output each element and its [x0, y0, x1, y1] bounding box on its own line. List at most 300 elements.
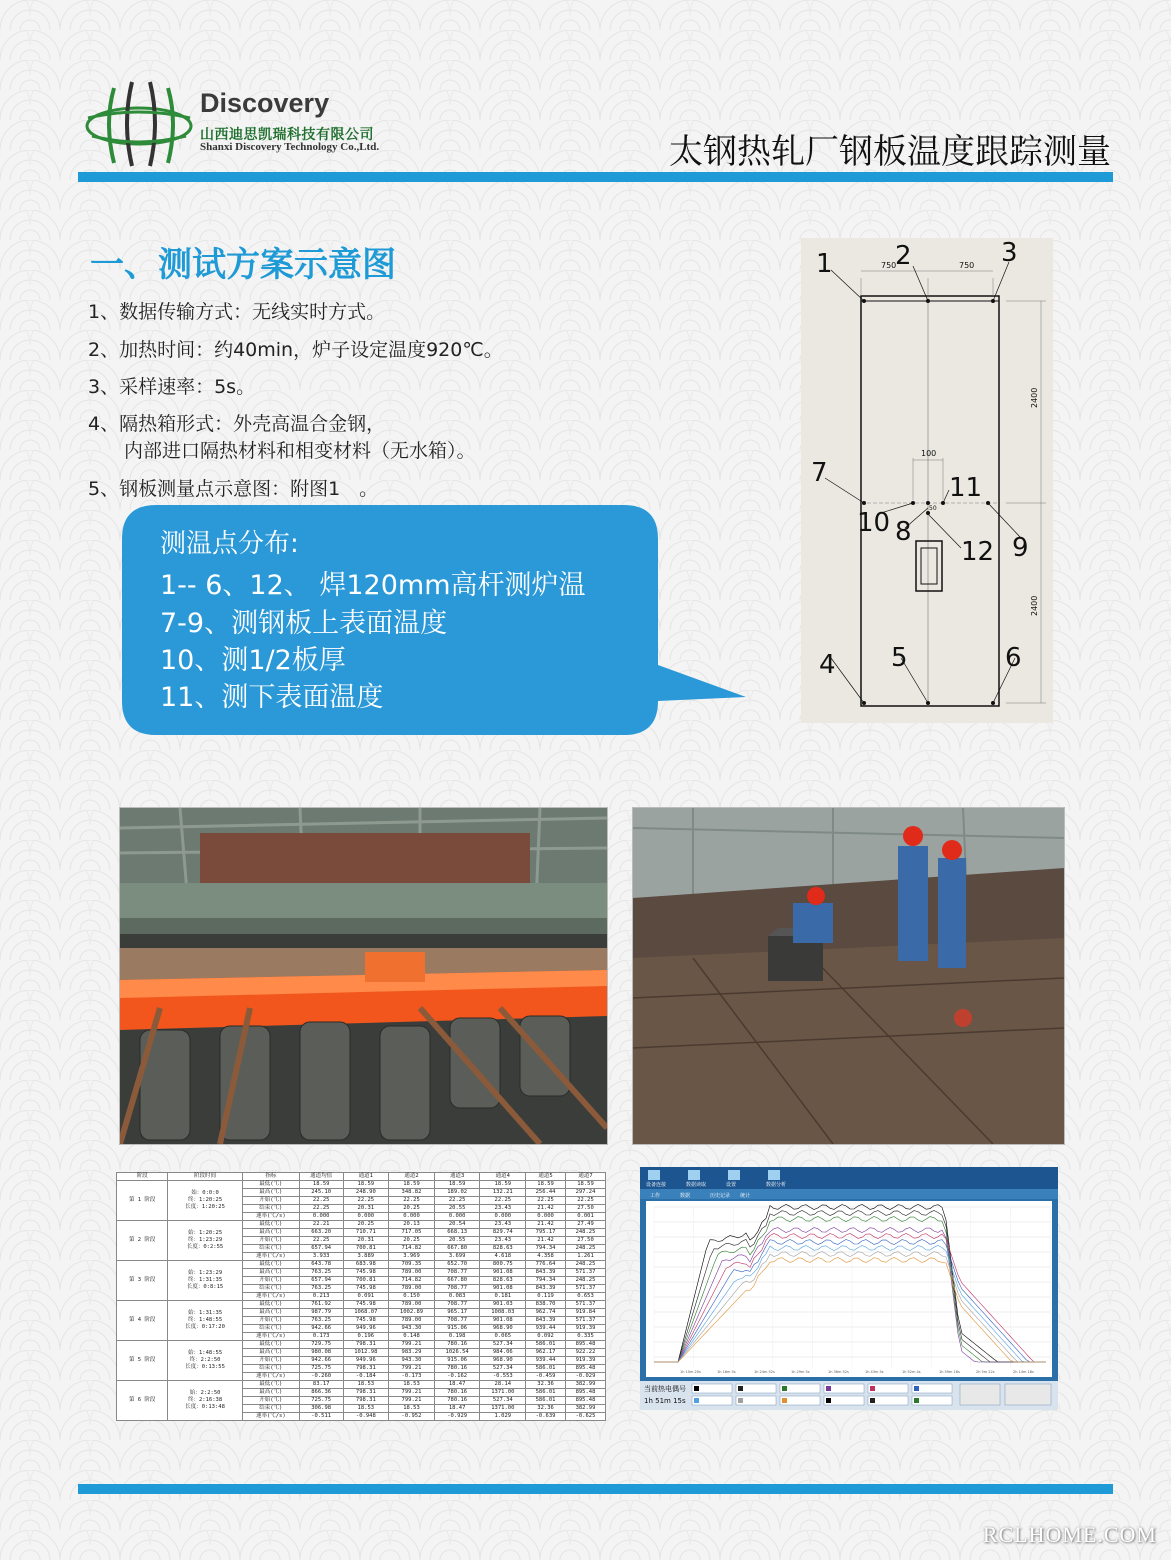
- table-cell: 915.06: [434, 1325, 480, 1333]
- table-cell: 4.618: [480, 1253, 526, 1261]
- table-cell: 最低(℃): [242, 1221, 299, 1229]
- toolbar-icon[interactable]: [728, 1170, 740, 1180]
- table-cell: 结束(℃): [242, 1245, 299, 1253]
- table-cell: 942.66: [299, 1325, 343, 1333]
- stage-name: 第 1 阶段: [117, 1181, 168, 1221]
- table-cell: -0.929: [434, 1413, 480, 1421]
- table-cell: 799.21: [389, 1341, 435, 1349]
- table-cell: 0.119: [526, 1293, 566, 1301]
- channel-color: [870, 1386, 875, 1391]
- table-cell: 700.81: [343, 1277, 389, 1285]
- table-cell: 0.091: [343, 1293, 389, 1301]
- table-cell: 22.21: [299, 1221, 343, 1229]
- table-row: [117, 1301, 606, 1309]
- table-cell: 速率(℃/s): [242, 1293, 299, 1301]
- table-cell: 18.59: [343, 1181, 389, 1189]
- table-cell: 0.181: [480, 1293, 526, 1301]
- table-cell: 18.59: [299, 1181, 343, 1189]
- stage-name: 第 4 阶段: [117, 1301, 168, 1341]
- toolbar-button[interactable]: 数据读取: [686, 1182, 707, 1188]
- table-cell: 789.00: [389, 1301, 435, 1309]
- table-cell: 799.21: [389, 1365, 435, 1373]
- table-header: 阶段: [117, 1173, 168, 1181]
- bubble-heading: 测温点分布:: [160, 529, 299, 559]
- table-cell: 22.25: [299, 1205, 343, 1213]
- dimension-label: 50: [929, 505, 937, 512]
- table-cell: -0.029: [566, 1373, 606, 1381]
- point-label: 8: [895, 517, 912, 547]
- table-cell: 843.39: [526, 1269, 566, 1277]
- table-cell: 708.77: [434, 1301, 480, 1309]
- x-tick-label: 2h 5m 22s: [976, 1370, 995, 1374]
- toolbar-icon[interactable]: [648, 1170, 660, 1180]
- table-cell: 速率(℃/s): [242, 1213, 299, 1221]
- table-cell: 0.148: [389, 1333, 435, 1341]
- table-cell: 980.08: [299, 1349, 343, 1357]
- table-cell: 22.25: [299, 1237, 343, 1245]
- table-cell: 248.25: [566, 1277, 606, 1285]
- table-row: [117, 1221, 606, 1229]
- table-cell: 3.699: [434, 1253, 480, 1261]
- table-cell: 22.25: [299, 1197, 343, 1205]
- table-cell: 527.34: [480, 1365, 526, 1373]
- table-cell: 0.213: [299, 1293, 343, 1301]
- table-header: 通道4: [480, 1173, 526, 1181]
- table-cell: 最高(℃): [242, 1269, 299, 1277]
- table-cell: 20.25: [389, 1237, 435, 1245]
- channel-color: [914, 1386, 919, 1391]
- table-cell: 297.24: [566, 1189, 606, 1197]
- table-cell: 速率(℃/s): [242, 1413, 299, 1421]
- table-cell: 895.48: [566, 1341, 606, 1349]
- table-cell: 20.13: [389, 1221, 435, 1229]
- stage-time: 始：2:2:50 终：2:16:38 长度：0:13:48: [168, 1381, 242, 1421]
- table-cell: 最低(℃): [242, 1341, 299, 1349]
- table-cell: 最高(℃): [242, 1229, 299, 1237]
- table-cell: 843.39: [526, 1317, 566, 1325]
- bubble-line: 1-- 6、12、 焊120mm高杆测炉温: [160, 570, 586, 601]
- stage-time: 始：1:31:35 终：1:48:55 长度：0:17:20: [168, 1301, 242, 1341]
- point-label: 3: [1001, 238, 1018, 268]
- table-cell: -0.260: [299, 1373, 343, 1381]
- point-label: 9: [1012, 533, 1029, 563]
- table-cell: -0.459: [526, 1373, 566, 1381]
- table-cell: 0.173: [299, 1333, 343, 1341]
- table-cell: 700.81: [343, 1245, 389, 1253]
- table-header: 通道5: [526, 1173, 566, 1181]
- photo-workers-on-plates: [632, 807, 1065, 1145]
- point-label: 2: [895, 241, 912, 271]
- software-tab[interactable]: 工作: [650, 1193, 661, 1199]
- table-cell: 968.90: [480, 1325, 526, 1333]
- table-cell: 22.25: [480, 1197, 526, 1205]
- x-tick-label: 1h 16m 5s: [717, 1370, 736, 1374]
- table-header: 通道2: [389, 1173, 435, 1181]
- table-cell: 780.16: [434, 1365, 480, 1373]
- table-cell: 0.000: [526, 1213, 566, 1221]
- table-cell: 最低(℃): [242, 1301, 299, 1309]
- stage-time: 始：0:0:0 终：1:20:25 长度：1:20:25: [168, 1181, 242, 1221]
- x-tick-label: 1h 59m 18s: [939, 1370, 960, 1374]
- bubble-line: 10、测1/2板厚: [160, 645, 346, 676]
- table-cell: 895.48: [566, 1397, 606, 1405]
- dimension-label: 750: [959, 261, 975, 270]
- table-cell: 657.94: [299, 1277, 343, 1285]
- table-cell: 0.196: [343, 1333, 389, 1341]
- table-cell: 586.01: [526, 1397, 566, 1405]
- table-header: 通道7: [566, 1173, 606, 1181]
- point-label: 4: [819, 650, 836, 680]
- toolbar-button[interactable]: 设备连接: [646, 1182, 667, 1188]
- table-cell: 18.53: [389, 1405, 435, 1413]
- table-cell: 20.55: [434, 1237, 480, 1245]
- channel-color: [914, 1398, 919, 1403]
- stage-statistics-table: [116, 1172, 606, 1421]
- list-item: 1、数据传输方式：无线实时方式。: [88, 301, 386, 323]
- x-tick-label: 1h 24m 52s: [754, 1370, 775, 1374]
- table-cell: 708.77: [434, 1269, 480, 1277]
- stage-time: 始：1:20:25 终：1:23:29 长度：0:2:55: [168, 1221, 242, 1261]
- channel-color: [738, 1386, 743, 1391]
- table-cell: 348.82: [389, 1189, 435, 1197]
- stage-name: 第 5 阶段: [117, 1341, 168, 1381]
- section-title: 一、测试方案示意图: [90, 245, 396, 285]
- table-cell: 962.17: [526, 1349, 566, 1357]
- table-cell: 763.25: [299, 1317, 343, 1325]
- table-cell: 32.36: [526, 1405, 566, 1413]
- table-cell: 745.98: [343, 1269, 389, 1277]
- table-cell: 最低(℃): [242, 1181, 299, 1189]
- table-cell: 828.63: [480, 1245, 526, 1253]
- table-cell: -0.184: [343, 1373, 389, 1381]
- table-header: 通道均值: [299, 1173, 343, 1181]
- table-cell: 901.08: [480, 1285, 526, 1293]
- table-cell: 919.39: [566, 1325, 606, 1333]
- table-cell: 643.78: [299, 1261, 343, 1269]
- table-cell: 745.98: [343, 1285, 389, 1293]
- dimension-label: 2400: [1030, 387, 1039, 408]
- table-cell: 1012.98: [343, 1349, 389, 1357]
- table-cell: 571.37: [566, 1269, 606, 1277]
- table-cell: 18.53: [343, 1381, 389, 1389]
- table-cell: -0.511: [299, 1413, 343, 1421]
- table-cell: 速率(℃/s): [242, 1333, 299, 1341]
- table-cell: 527.34: [480, 1341, 526, 1349]
- status-time: 1h 51m 15s: [644, 1397, 686, 1405]
- table-cell: 18.59: [434, 1181, 480, 1189]
- watermark: RCLHOME.COM: [982, 1522, 1157, 1547]
- stage-name: 第 6 阶段: [117, 1381, 168, 1421]
- list-item: 3、采样速率：5s。: [88, 376, 256, 398]
- table-cell: 结束(℃): [242, 1325, 299, 1333]
- table-cell: 915.06: [434, 1357, 480, 1365]
- table-cell: 结束(℃): [242, 1365, 299, 1373]
- table-cell: -0.625: [566, 1413, 606, 1421]
- x-tick-label: 1h 36m 52s: [828, 1370, 849, 1374]
- toolbar-button[interactable]: 数据分析: [766, 1182, 787, 1188]
- header-divider: [78, 172, 1113, 182]
- list-item: 2、加热时间：约40min，炉子设定温度920℃。: [88, 339, 503, 361]
- table-cell: 828.63: [480, 1277, 526, 1285]
- stage-time: 始：1:48:55 终：2:2:50 长度：0:13:55: [168, 1341, 242, 1381]
- table-cell: 901.08: [480, 1317, 526, 1325]
- table-cell: 717.05: [389, 1229, 435, 1237]
- table-cell: 18.53: [389, 1381, 435, 1389]
- table-cell: 结束(℃): [242, 1405, 299, 1413]
- table-cell: 248.25: [566, 1245, 606, 1253]
- table-cell: 248.90: [343, 1189, 389, 1197]
- photo-hot-rolling: [119, 807, 608, 1145]
- table-cell: 速率(℃/s): [242, 1253, 299, 1261]
- channel-color: [782, 1386, 787, 1391]
- software-tab[interactable]: 历史记录: [710, 1193, 731, 1199]
- table-cell: 4.358: [526, 1253, 566, 1261]
- table-cell: 1002.89: [389, 1309, 435, 1317]
- table-cell: 745.98: [343, 1317, 389, 1325]
- table-cell: 725.75: [299, 1397, 343, 1405]
- table-cell: 983.29: [389, 1349, 435, 1357]
- table-cell: 895.48: [566, 1389, 606, 1397]
- table-cell: 527.34: [480, 1397, 526, 1405]
- table-cell: 745.98: [343, 1301, 389, 1309]
- table-cell: 最低(℃): [242, 1261, 299, 1269]
- table-cell: 20.25: [389, 1205, 435, 1213]
- table-cell: 0.065: [480, 1333, 526, 1341]
- table-cell: -0.639: [526, 1413, 566, 1421]
- table-cell: 21.42: [526, 1221, 566, 1229]
- software-tab[interactable]: 统计: [740, 1193, 751, 1199]
- table-cell: 306.98: [299, 1405, 343, 1413]
- table-cell: 189.02: [434, 1189, 480, 1197]
- bubble-line: 11、测下表面温度: [160, 682, 384, 713]
- table-cell: 20.31: [343, 1205, 389, 1213]
- table-cell: 965.17: [434, 1309, 480, 1317]
- table-cell: 922.22: [566, 1349, 606, 1357]
- point-label: 12: [961, 537, 995, 567]
- table-cell: 1371.00: [480, 1389, 526, 1397]
- software-tab[interactable]: 数据: [680, 1193, 691, 1199]
- point-label: 11: [949, 473, 983, 503]
- table-cell: 725.75: [299, 1365, 343, 1373]
- table-cell: -0.162: [434, 1373, 480, 1381]
- table-cell: 571.37: [566, 1317, 606, 1325]
- table-cell: 714.82: [389, 1277, 435, 1285]
- table-cell: 结束(℃): [242, 1285, 299, 1293]
- table-cell: 798.31: [343, 1341, 389, 1349]
- table-cell: 21.42: [526, 1237, 566, 1245]
- table-cell: 256.44: [526, 1189, 566, 1197]
- channel-color: [782, 1398, 787, 1403]
- x-tick-label: 1h 29m 5s: [791, 1370, 810, 1374]
- dimension-label: 750: [881, 261, 897, 270]
- x-tick-label: 1h 15m 20s: [680, 1370, 701, 1374]
- table-cell: 586.01: [526, 1365, 566, 1373]
- table-cell: 962.74: [526, 1309, 566, 1317]
- table-cell: 18.59: [480, 1181, 526, 1189]
- list-item: 内部进口隔热材料和相变材料（无水箱）。: [124, 440, 476, 462]
- point-label: 1: [816, 249, 833, 279]
- stage-time: 始：1:23:29 终：1:31:35 长度：0:8:15: [168, 1261, 242, 1301]
- table-cell: 798.31: [343, 1397, 389, 1405]
- measurement-point-diagram: [801, 238, 1053, 723]
- table-cell: 571.37: [566, 1301, 606, 1309]
- table-cell: 794.34: [526, 1245, 566, 1253]
- table-cell: 27.50: [566, 1237, 606, 1245]
- table-cell: 943.30: [389, 1325, 435, 1333]
- table-cell: 829.74: [480, 1229, 526, 1237]
- table-cell: 20.31: [343, 1237, 389, 1245]
- table-cell: 667.80: [434, 1245, 480, 1253]
- table-cell: 最高(℃): [242, 1349, 299, 1357]
- status-panel: [960, 1384, 1000, 1405]
- table-cell: 248.25: [566, 1229, 606, 1237]
- stage-name: 第 2 阶段: [117, 1221, 168, 1261]
- table-cell: 21.42: [526, 1205, 566, 1213]
- company-name: Discovery: [200, 88, 330, 118]
- list-item: 4、隔热箱形式：外壳高温合金钢，: [88, 413, 386, 435]
- table-cell: 0.092: [526, 1333, 566, 1341]
- table-cell: 22.25: [566, 1197, 606, 1205]
- table-cell: 开始(℃): [242, 1237, 299, 1245]
- point-label: 7: [811, 458, 828, 488]
- table-cell: 20.54: [434, 1221, 480, 1229]
- table-cell: 28.14: [480, 1381, 526, 1389]
- table-row: [117, 1341, 606, 1349]
- channel-color: [870, 1398, 875, 1403]
- table-cell: 1.029: [480, 1413, 526, 1421]
- table-cell: 901.08: [480, 1269, 526, 1277]
- table-cell: 949.96: [343, 1325, 389, 1333]
- table-cell: 0.150: [389, 1293, 435, 1301]
- table-cell: 789.00: [389, 1269, 435, 1277]
- table-cell: 838.70: [526, 1301, 566, 1309]
- table-cell: 32.36: [526, 1381, 566, 1389]
- table-cell: 最高(℃): [242, 1309, 299, 1317]
- channel-color: [738, 1398, 743, 1403]
- table-cell: 382.99: [566, 1381, 606, 1389]
- table-cell: 780.16: [434, 1389, 480, 1397]
- list-item: 5、钢板测量点示意图：附图1 。: [88, 478, 379, 500]
- table-cell: 799.21: [389, 1397, 435, 1405]
- table-cell: 939.44: [526, 1357, 566, 1365]
- table-cell: 652.70: [434, 1261, 480, 1269]
- table-cell: 939.44: [526, 1325, 566, 1333]
- table-cell: 开始(℃): [242, 1277, 299, 1285]
- table-cell: 949.96: [343, 1357, 389, 1365]
- table-cell: 798.31: [343, 1365, 389, 1373]
- table-cell: -0.173: [389, 1373, 435, 1381]
- channel-color: [694, 1398, 699, 1403]
- table-cell: 0.335: [566, 1333, 606, 1341]
- table-cell: 1068.07: [343, 1309, 389, 1317]
- table-cell: 132.21: [480, 1189, 526, 1197]
- table-row: [117, 1261, 606, 1269]
- table-cell: 20.25: [343, 1221, 389, 1229]
- table-cell: 18.47: [434, 1405, 480, 1413]
- toolbar-button[interactable]: 设置: [726, 1182, 737, 1188]
- table-cell: 1008.03: [480, 1309, 526, 1317]
- table-cell: 最高(℃): [242, 1189, 299, 1197]
- table-cell: 714.82: [389, 1245, 435, 1253]
- table-cell: 586.01: [526, 1341, 566, 1349]
- table-cell: 83.17: [299, 1381, 343, 1389]
- table-cell: 943.30: [389, 1357, 435, 1365]
- toolbar-icon[interactable]: [768, 1170, 780, 1180]
- table-cell: 800.75: [480, 1261, 526, 1269]
- channel-color: [826, 1386, 831, 1391]
- table-cell: 0.000: [343, 1213, 389, 1221]
- table-cell: 780.16: [434, 1341, 480, 1349]
- table-cell: 3.889: [343, 1253, 389, 1261]
- table-cell: 919.39: [566, 1357, 606, 1365]
- table-cell: 开始(℃): [242, 1397, 299, 1405]
- point-label: 10: [857, 508, 891, 538]
- table-row: [117, 1181, 606, 1189]
- table-cell: 最高(℃): [242, 1389, 299, 1397]
- table-cell: 1026.54: [434, 1349, 480, 1357]
- table-cell: 763.25: [299, 1269, 343, 1277]
- channel-color: [694, 1386, 699, 1391]
- channel-color: [826, 1398, 831, 1403]
- x-tick-label: 1h 43m 5s: [865, 1370, 884, 1374]
- table-cell: 382.99: [566, 1405, 606, 1413]
- table-cell: 0.000: [299, 1213, 343, 1221]
- table-cell: 895.48: [566, 1365, 606, 1373]
- toolbar-icon[interactable]: [688, 1170, 700, 1180]
- table-cell: 789.00: [389, 1317, 435, 1325]
- table-cell: 22.25: [434, 1197, 480, 1205]
- table-cell: 668.13: [434, 1229, 480, 1237]
- table-cell: 3.969: [389, 1253, 435, 1261]
- table-cell: 0.000: [480, 1213, 526, 1221]
- dimension-label: 2400: [1030, 595, 1039, 616]
- dimension-label: 100: [921, 449, 937, 458]
- table-cell: 23.43: [480, 1205, 526, 1213]
- table-cell: 708.77: [434, 1285, 480, 1293]
- table-cell: 1.261: [566, 1253, 606, 1261]
- table-cell: 27.49: [566, 1221, 606, 1229]
- x-tick-label: 1h 52m 4s: [902, 1370, 921, 1374]
- table-cell: 245.10: [299, 1189, 343, 1197]
- bubble-line: 7-9、测钢板上表面温度: [160, 608, 448, 639]
- table-cell: 761.92: [299, 1301, 343, 1309]
- table-cell: 开始(℃): [242, 1197, 299, 1205]
- table-cell: 987.79: [299, 1309, 343, 1317]
- table-cell: -0.952: [389, 1413, 435, 1421]
- table-cell: 0.083: [434, 1293, 480, 1301]
- x-tick-label: 2h 14m 18s: [1013, 1370, 1034, 1374]
- company-logo-icon: [84, 78, 194, 168]
- table-cell: 20.55: [434, 1205, 480, 1213]
- table-cell: 866.36: [299, 1389, 343, 1397]
- table-cell: 776.64: [526, 1261, 566, 1269]
- table-cell: 795.17: [526, 1229, 566, 1237]
- table-cell: 速率(℃/s): [242, 1373, 299, 1381]
- stage-name: 第 3 阶段: [117, 1261, 168, 1301]
- table-cell: 984.06: [480, 1349, 526, 1357]
- table-cell: 0.000: [434, 1213, 480, 1221]
- table-header: 通道1: [343, 1173, 389, 1181]
- table-cell: 667.80: [434, 1277, 480, 1285]
- table-cell: 571.37: [566, 1285, 606, 1293]
- footer-divider: [78, 1484, 1113, 1494]
- table-cell: 0.000: [389, 1213, 435, 1221]
- table-cell: 709.35: [389, 1261, 435, 1269]
- table-cell: 22.25: [526, 1197, 566, 1205]
- table-cell: 942.66: [299, 1357, 343, 1365]
- table-row: [117, 1381, 606, 1389]
- table-cell: 780.16: [434, 1397, 480, 1405]
